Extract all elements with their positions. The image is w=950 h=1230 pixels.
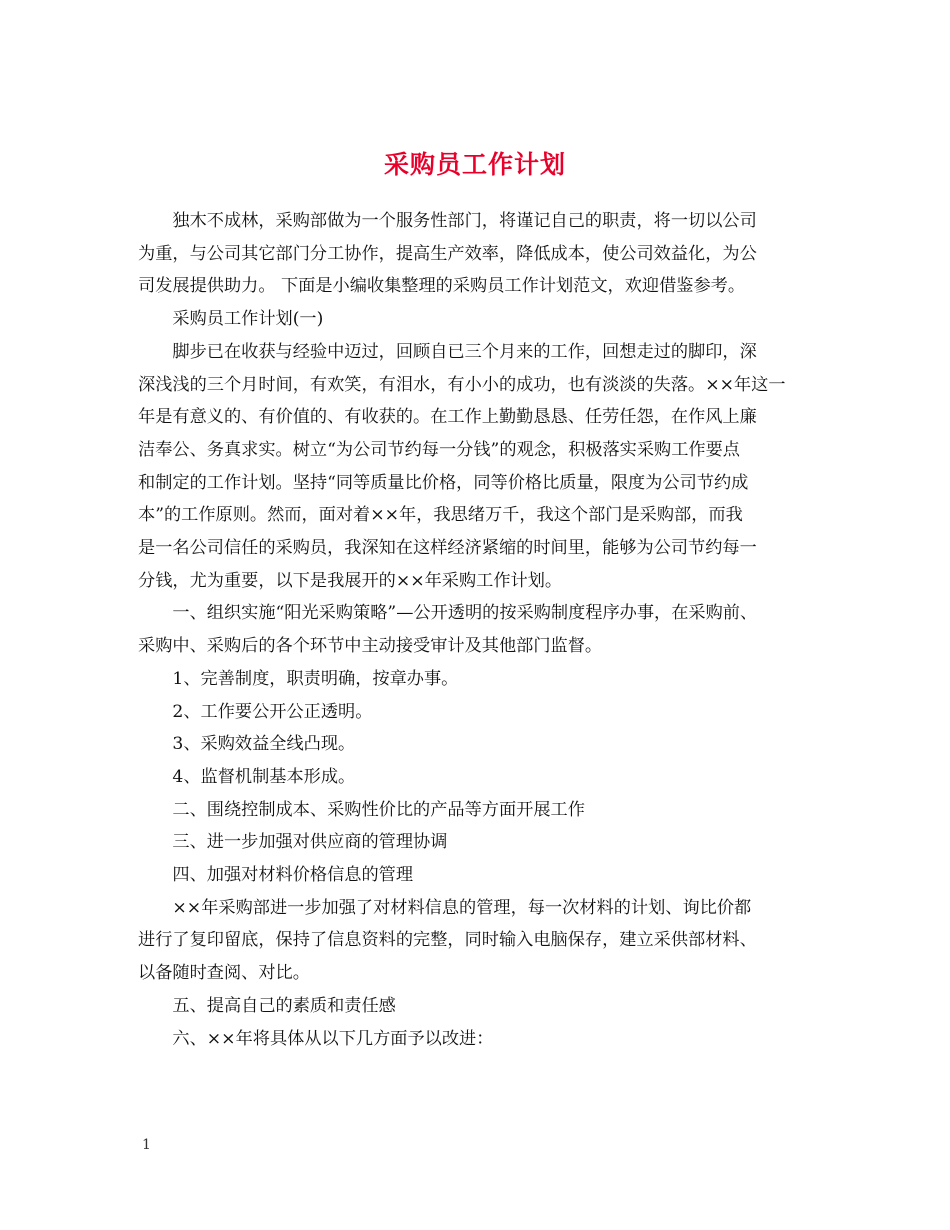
paragraph-line: 1、完善制度，职责明确，按章办事。: [172, 668, 459, 689]
paragraph-line: 采购中、采购后的各个环节中主动接受审计及其他部门监督。: [138, 636, 603, 657]
paragraph: [138, 303, 818, 336]
paragraph: [138, 663, 818, 696]
document-body: [138, 205, 818, 1055]
paragraph: [138, 826, 818, 859]
paragraph: [138, 892, 818, 990]
paragraph: [138, 1023, 818, 1056]
paragraph-line: 本”的工作原则。然而，面对着××年，我思绪万千，我这个部门是采购部，而我: [138, 505, 743, 526]
paragraph: [138, 761, 818, 794]
paragraph-line: 进行了复印留底，保持了信息资料的完整，同时输入电脑保存，建立采供部材料、: [138, 930, 757, 951]
page-number: 1: [142, 1137, 151, 1153]
paragraph-line: 以备随时查阅、对比。: [138, 963, 310, 984]
paragraph-line: 五、提高自己的素质和责任感: [172, 995, 396, 1016]
paragraph-line: 是一名公司信任的采购员，我深知在这样经济紧缩的时间里，能够为公司节约每一: [138, 538, 757, 559]
paragraph-line: 洁奉公、务真求实。树立“为公司节约每一分钱”的观念，积极落实采购工作要点: [138, 439, 740, 460]
paragraph: [138, 336, 818, 598]
paragraph: [138, 794, 818, 827]
paragraph: [138, 696, 818, 729]
paragraph: [138, 728, 818, 761]
paragraph: [138, 205, 818, 303]
paragraph-line: 一、组织实施“阳光采购策略”—公开透明的按采购制度程序办事，在采购前、: [172, 603, 758, 624]
paragraph-line: 独木不成林，采购部做为一个服务性部门，将谨记自己的职责，将一切以公司: [172, 211, 757, 231]
paragraph-line: ××年采购部进一步加强了对材料信息的管理，每一次材料的计划、询比价都: [172, 897, 752, 918]
paragraph-line: 年是有意义的、有价值的、有收获的。在工作上勤勤恳恳、任劳任怨，在作风上廉: [138, 407, 757, 428]
paragraph-line: 深浅浅的三个月时间，有欢笑，有泪水，有小小的成功，也有淡淡的失落。××年这一: [138, 374, 786, 395]
paragraph-line: 脚步已在收获与经验中迈过，回顾自已三个月来的工作，回想走过的脚印，深: [172, 341, 757, 362]
paragraph-line: 六、××年将具体从以下几方面予以改进：: [172, 1028, 494, 1049]
paragraph-line: 司发展提供助力。 下面是小编收集整理的采购员工作计划范文，欢迎借鉴参考。: [138, 276, 746, 297]
paragraph: [138, 597, 818, 662]
paragraph-line: 三、进一步加强对供应商的管理协调: [172, 832, 448, 853]
document-title: 采购员工作计划: [383, 149, 566, 179]
paragraph: [138, 859, 818, 892]
paragraph: [138, 990, 818, 1023]
paragraph-line: 2、工作要公开公正透明。: [172, 701, 373, 722]
paragraph-line: 和制定的工作计划。坚持“同等质量比价格，同等价格比质量，限度为公司节约成: [138, 472, 749, 493]
paragraph-line: 为重，与公司其它部门分工协作，提高生产效率，降低成本，使公司效益化，为公: [138, 243, 757, 264]
paragraph-line: 4、监督机制基本形成。: [172, 766, 356, 787]
paragraph-line: 四、加强对材料价格信息的管理: [172, 865, 414, 886]
paragraph-line: 3、采购效益全线凸现。: [172, 734, 356, 755]
paragraph-line: 采购员工作计划(一): [172, 309, 324, 330]
paragraph-line: 二、围绕控制成本、采购性价比的产品等方面开展工作: [172, 799, 585, 820]
paragraph-line: 分钱，尤为重要，以下是我展开的××年采购工作计划。: [138, 570, 563, 591]
